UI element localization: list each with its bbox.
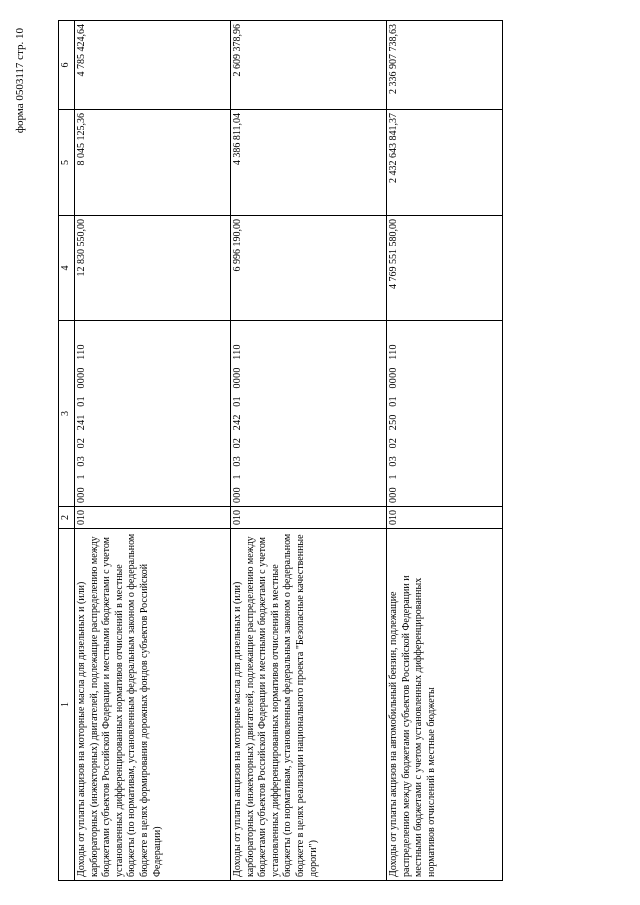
header-col-3: 3 <box>59 321 75 507</box>
executed-amount-cell: 4 386 811,04 <box>231 110 387 216</box>
header-col-2: 2 <box>59 507 75 529</box>
revenue-table <box>58 20 503 881</box>
line-code-cell: 010 <box>75 507 231 529</box>
executed-amount-cell: 2 432 643 841,37 <box>387 110 503 216</box>
executed-amount-cell: 8 045 125,36 <box>75 110 231 216</box>
table-row <box>231 21 387 881</box>
line-code-cell: 010 <box>231 507 387 529</box>
approved-amount-cell: 12 830 550,00 <box>75 216 231 321</box>
income-name-cell: Доходы от уплаты акцизов на моторные масла для дизельных и (или) карбюраторных (инжекторных) двигателей, подлежащие распределению между бюджетами субъектов Российской Федерации и местными бюджетами с учетом установленных дифференцированных нормативов отчислений в местные бюджеты (по нормативам, установленным федеральным законом о федеральном бюджете в целях реализации национального проекта "Безопасные качественные дороги") <box>231 529 387 881</box>
remaining-amount-cell: 4 785 424,64 <box>75 21 231 110</box>
form-reference: форма 0503117 стр. 10 <box>14 28 26 134</box>
income-name-cell: Доходы от уплаты акцизов на моторные масла для дизельных и (или) карбюраторных (инжекторных) двигателей, подлежащие распределению между бюджетами субъектов Российской Федерации и местными бюджетами с учетом установленных дифференцированных нормативов отчислений в местные бюджеты (по нормативам, установленным федеральным законом о федеральном бюджете в целях формирования дорожных фондов субъектов Российской Федерации) <box>75 529 231 881</box>
header-col-5: 5 <box>59 110 75 216</box>
approved-amount-cell: 4 769 551 580,00 <box>387 216 503 321</box>
table-row <box>387 21 503 881</box>
header-row <box>59 21 75 881</box>
remaining-amount-cell: 2 609 378,96 <box>231 21 387 110</box>
header-col-1: 1 <box>59 529 75 881</box>
budget-code-cell: 000 1 03 02 250 01 0000 110 <box>387 321 503 507</box>
line-code-cell: 010 <box>387 507 503 529</box>
header-col-4: 4 <box>59 216 75 321</box>
budget-code-cell: 000 1 03 02 242 01 0000 110 <box>231 321 387 507</box>
budget-code-cell: 000 1 03 02 241 01 0000 110 <box>75 321 231 507</box>
income-name-cell: Доходы от уплаты акцизов на автомобильный бензин, подлежащие распределению между бюджетами субъектов Российской Федерации и местными бюджетами с учетом установленных дифференцированных нормативов отчислений в местные бюджеты <box>387 529 503 881</box>
remaining-amount-cell: 2 336 907 738,63 <box>387 21 503 110</box>
approved-amount-cell: 6 996 190,00 <box>231 216 387 321</box>
table-row <box>75 21 231 881</box>
header-col-6: 6 <box>59 21 75 110</box>
